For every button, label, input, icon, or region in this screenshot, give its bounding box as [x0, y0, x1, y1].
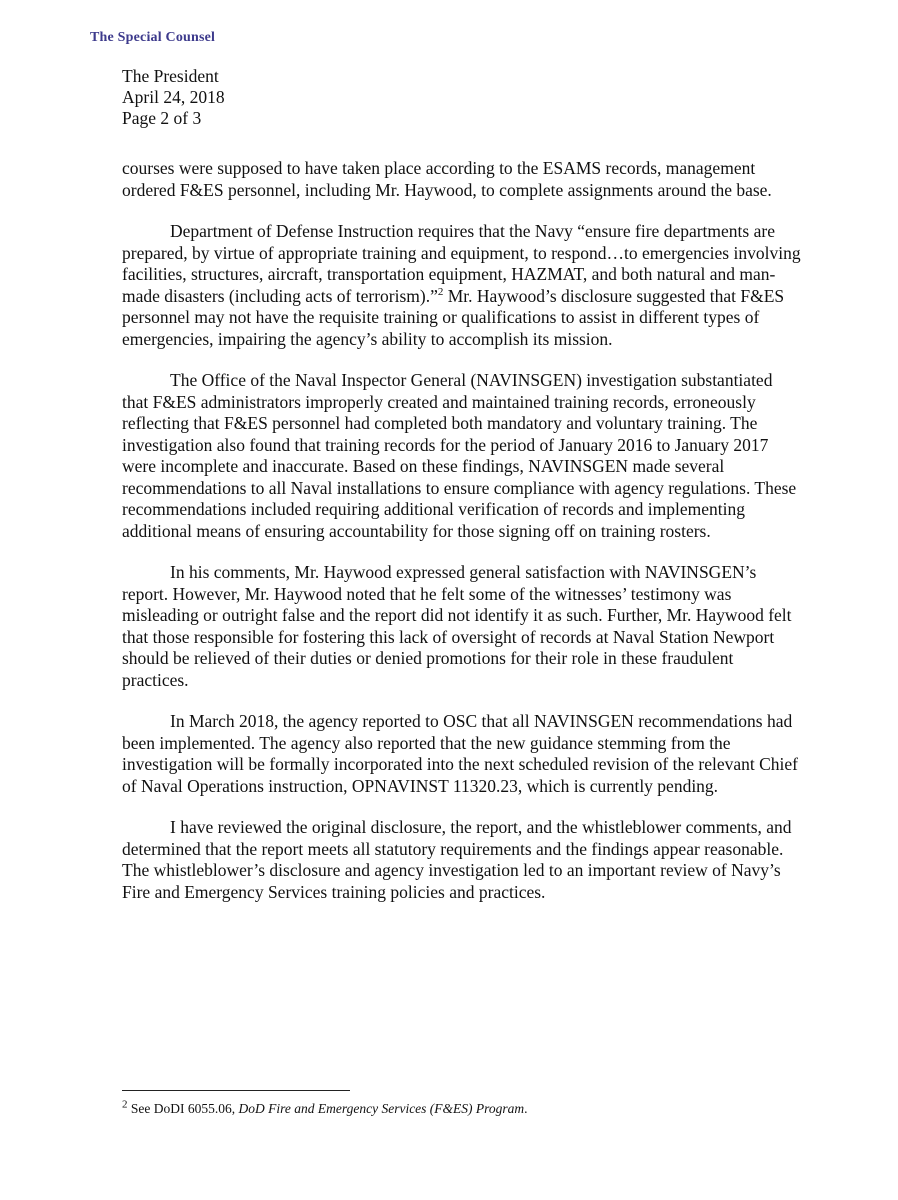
footnote-suffix: .: [524, 1101, 528, 1116]
paragraph-dod-text-2: Mr. Haywood’s disclosure suggested that F&ES personnel may not have the requisite training or qualifications to assist in different types of emergencies, impairing the agency’s ability to accomplish its mission.: [122, 285, 785, 349]
footnote-divider: [122, 1090, 350, 1091]
recipient: The President: [122, 66, 219, 86]
footnote-prefix: See DoDI 6055.06,: [127, 1101, 239, 1116]
paragraph-agency-report: In March 2018, the agency reported to OSC that all NAVINSGEN recommendations had been implemented. The agency also reported that the new guidance stemming from the investigation will be formally incorporated into the next scheduled revision of the relevant Chief of Naval Operations instruction, OPNAVINST 11320.23, which is currently pending.: [122, 711, 798, 796]
footnote-reference: 2: [437, 285, 444, 298]
paragraph-continuation: courses were supposed to have taken place according to the ESAMS records, management ordered F&ES personnel, including Mr. Haywood, to complete assignments around the base.: [122, 158, 772, 200]
paragraph-conclusion: I have reviewed the original disclosure, the report, and the whistleblower comments, and determined that the report meets all statutory requirements and the findings appear reasonable. The whistleblower’s disclosure and agency investigation led to an important review of Navy’s Fire and Emergency Services training policies and practices.: [122, 817, 792, 902]
letter-header: [122, 66, 225, 129]
footnote: [122, 1100, 528, 1117]
paragraph-dod-text-1: Department of Defense Instruction requires that the Navy “ensure fire departments are prepared, by virtue of appropriate training and equipment, to respond…to emergencies involving facilities, structures, aircraft, transportation equipment, HAZMAT, and both natural and man-made disasters (including acts of terrorism).”: [122, 221, 801, 306]
page-number: Page 2 of 3: [122, 108, 202, 128]
paragraph-whistleblower-comments: In his comments, Mr. Haywood expressed general satisfaction with NAVINSGEN’s report. However, Mr. Haywood noted that he felt some of the witnesses’ testimony was misleading or outright false and the report did not identify it as such. Further, Mr. Haywood felt that those responsible for fostering this lack of oversight of records at Naval Station Newport should be relieved of their duties or denied promotions for their role in these fraudulent practices.: [122, 562, 792, 690]
footnote-title: DoD Fire and Emergency Services (F&ES) Program: [238, 1101, 525, 1116]
letterhead: The Special Counsel: [90, 30, 216, 45]
letter-body: [122, 158, 802, 923]
paragraph-dod-instruction: [122, 221, 802, 350]
letter-date: April 24, 2018: [122, 87, 225, 107]
footnote-number: 2: [122, 1098, 128, 1111]
paragraph-navinsgen-investigation: The Office of the Naval Inspector General (NAVINSGEN) investigation substantiated that F&ES administrators improperly created and maintained training records, erroneously reflecting that F&ES personnel had completed both mandatory and voluntary training. The investigation also found that training records for the period of January 2016 to January 2017 were incomplete and inaccurate. Based on these findings, NAVINSGEN made several recommendations to all Naval installations to ensure compliance with agency regulations. These recommendations included requiring additional verification of records and implementing additional means of ensuring accountability for those signing off on training rosters.: [122, 370, 797, 541]
